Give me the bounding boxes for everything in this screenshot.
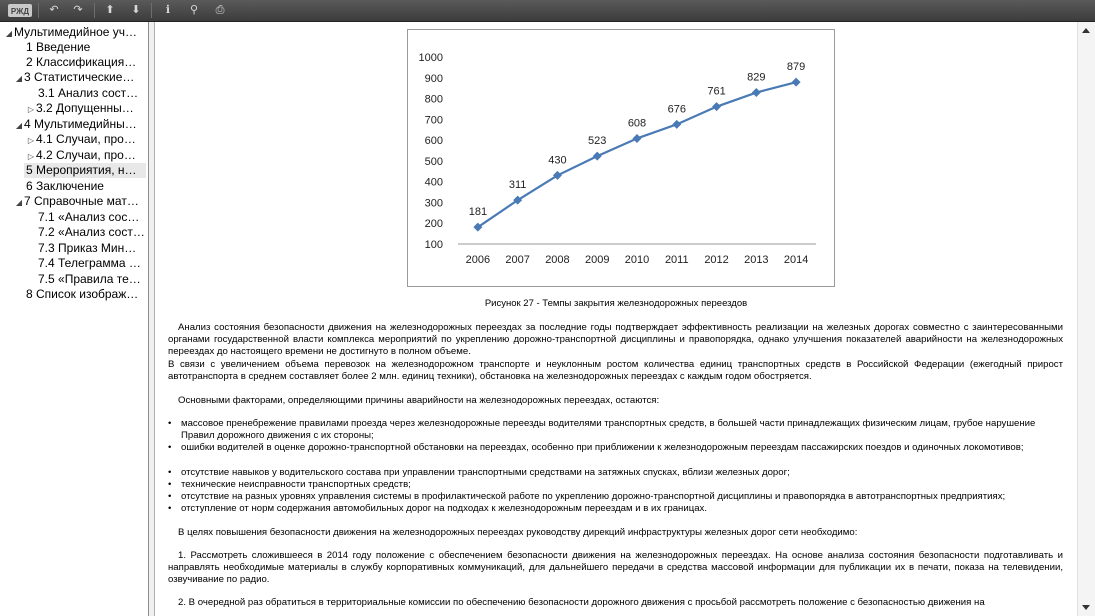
next-button[interactable]: [124, 0, 148, 21]
arrow-up-icon: ⬆: [105, 4, 115, 16]
data-label: 879: [786, 61, 806, 74]
x-tick-label: 2007: [505, 254, 530, 266]
expanded-triangle-icon[interactable]: ◢: [15, 74, 23, 83]
y-tick-label: 300: [424, 197, 443, 210]
data-label: 608: [627, 117, 647, 130]
toc-item-statistics[interactable]: ◢ 3 Статистические…: [15, 70, 135, 84]
x-tick-label: 2006: [465, 254, 491, 266]
data-point: [672, 120, 681, 129]
y-tick-label: 200: [424, 218, 443, 231]
list-item: • технические неисправности транспортных средств;: [168, 479, 411, 490]
data-label: 430: [548, 154, 567, 167]
toc-item-7-5[interactable]: 7.5 «Правила те…: [38, 272, 141, 286]
data-label: 676: [667, 103, 686, 116]
undo-icon: ↶: [49, 4, 59, 16]
toolbar: [0, 0, 1095, 22]
toc-item-3-2[interactable]: ▷ 3.2 Допущенны…: [27, 101, 134, 115]
x-tick-label: 2009: [584, 254, 610, 266]
list-item: • массовое пренебрежение правилами проезда через железнодорожные переезды водителями транспортных средств, в большей части принадлежащих физическим лицам, грубое нарушение Правил дорожного движения с их стороны;: [168, 418, 1036, 441]
y-tick-label: 400: [424, 176, 443, 189]
info-button[interactable]: [156, 0, 180, 21]
toc-item-intro[interactable]: 1 Введение: [26, 40, 91, 54]
y-tick-label: 1000: [418, 52, 443, 64]
toc-item-4-2[interactable]: ▷ 4.2 Случаи, про…: [27, 148, 136, 162]
series-line: [478, 82, 796, 227]
toc-item-7-1[interactable]: 7.1 «Анализ сос…: [38, 210, 140, 224]
scroll-down-arrow-icon[interactable]: [1082, 605, 1090, 610]
numbered-item: 2. В очередной раз обратиться в территориальные комиссии по обеспечению безопасности дорожного движения с просьбой рассмотреть положение с безопасностью движения на: [178, 597, 985, 608]
data-label: 181: [468, 206, 488, 219]
collapsed-triangle-icon[interactable]: ▷: [27, 136, 35, 145]
bullet-icon: •: [168, 491, 172, 502]
y-tick-label: 100: [424, 239, 443, 251]
print-icon: ⎙: [215, 4, 225, 16]
toc-item-measures[interactable]: 5 Мероприятия, н…: [24, 163, 146, 178]
data-label: 761: [707, 85, 726, 98]
data-point: [712, 102, 721, 111]
toc-item-3-1[interactable]: 3.1 Анализ сост…: [38, 86, 139, 100]
arrow-down-icon: ⬇: [131, 4, 141, 16]
y-tick-label: 800: [424, 93, 443, 106]
paragraph: Анализ состояния безопасности движения на железнодорожных переездах за последние годы подтверждает эффективность реализации на железных дорогах совместно с заинтересованными органами государственной власти комплекса мероприятий по укреплению дорожно-транспортной дисциплины и правопорядка, однако улучшения показателей аварийности на железнодорожных переездах до настоящего времени не достигнуто в полном объеме.: [168, 322, 1063, 357]
chart-frame: [407, 29, 835, 287]
x-tick-label: 2014: [783, 254, 809, 266]
toc-item-multimedia[interactable]: ◢ 4 Мультимедийны…: [15, 117, 137, 131]
toc-sidebar: [0, 22, 149, 616]
data-point: [752, 88, 761, 97]
data-point: [633, 134, 642, 143]
paragraph: Основными факторами, определяющими причины аварийности на железнодорожных переездах, остаются:: [178, 395, 660, 406]
toc-item-4-1[interactable]: ▷ 4.1 Случаи, про…: [27, 132, 136, 146]
bullet-icon: •: [168, 442, 172, 453]
x-tick-label: 2012: [704, 254, 729, 266]
search-button[interactable]: [182, 0, 206, 21]
print-button[interactable]: [208, 0, 232, 21]
bullet-icon: •: [168, 418, 172, 429]
bullet-icon: •: [168, 503, 172, 514]
y-tick-label: 700: [424, 114, 443, 127]
x-tick-label: 2010: [624, 254, 650, 266]
vertical-scrollbar[interactable]: [1077, 22, 1095, 616]
bullet-icon: •: [168, 479, 172, 490]
search-icon: ⚲: [189, 4, 199, 16]
x-tick-label: 2013: [744, 254, 769, 266]
collapsed-triangle-icon[interactable]: ▷: [27, 152, 35, 161]
data-label: 311: [508, 179, 527, 192]
toc-item-7-4[interactable]: 7.4 Телеграмма …: [38, 256, 141, 270]
redo-icon: ↷: [73, 4, 83, 16]
prev-button[interactable]: [98, 0, 122, 21]
figure-caption: Рисунок 27 - Темпы закрытия железнодорожных переездов: [484, 298, 748, 309]
x-tick-label: 2011: [664, 254, 689, 266]
expanded-triangle-icon[interactable]: ◢: [15, 198, 23, 207]
collapsed-triangle-icon[interactable]: ▷: [27, 105, 35, 114]
paragraph: В целях повышения безопасности движения на железнодорожных переездах руководству дирекций инфраструктуры железных дорог сети необходимо:: [178, 527, 858, 538]
undo-button[interactable]: [42, 0, 66, 21]
crossing-closure-chart: [408, 30, 834, 286]
document-view: [155, 22, 1077, 616]
paragraph: В связи с увеличением объема перевозок на железнодорожном транспорте и неуклонным ростом количества единиц транспортных средств в Российской Федерации (ежегодный прирост автотранспорта в среднем составляет более 2 млн. единиц техники), обстановка на железнодорожных переездах с каждым годом обостряется.: [168, 359, 1063, 382]
toc-item-root[interactable]: ◢ Мультимедийное уч…: [5, 25, 138, 39]
expanded-triangle-icon[interactable]: ◢: [15, 121, 23, 130]
data-point: [792, 78, 801, 87]
info-icon: ℹ: [165, 4, 171, 16]
y-tick-label: 900: [424, 72, 443, 85]
redo-button[interactable]: [66, 0, 90, 21]
x-tick-label: 2008: [545, 254, 570, 266]
logo-text: РЖД: [10, 7, 30, 16]
toc-item-7-3[interactable]: 7.3 Приказ Мин…: [38, 241, 137, 255]
data-point: [593, 152, 602, 161]
toolbar-separator: [38, 3, 39, 18]
y-tick-label: 500: [424, 155, 443, 168]
numbered-item: 1. Рассмотреть сложившееся в 2014 году положение с обеспечением безопасности движения на железнодорожных переездах. На основе анализа состояния безопасности подготавливать и направлять необходимые материалы в службу корпоративных коммуникаций, для дальнейшего передачи в средства массовой информации для публикации их в печати, показа на телевидении, озвучивание по радио.: [168, 550, 1063, 585]
data-label: 523: [588, 135, 607, 148]
expanded-triangle-icon[interactable]: ◢: [5, 29, 13, 38]
bullet-icon: •: [168, 467, 172, 478]
toolbar-separator: [151, 3, 152, 18]
scroll-up-arrow-icon[interactable]: [1082, 28, 1090, 33]
data-label: 829: [747, 71, 766, 84]
toc-item-classification[interactable]: 2 Классификация…: [26, 55, 137, 69]
rzd-logo-icon: [8, 4, 32, 17]
toc-item-conclusion[interactable]: 6 Заключение: [26, 179, 104, 193]
y-tick-label: 600: [424, 135, 443, 148]
list-item: • отсутствие на разных уровнях управления системы в профилактической работе по укреплению дорожно-транспортной дисциплины и правопорядка в автотранспортных предприятиях;: [168, 491, 1006, 502]
list-item: • отсутствие навыков у водительского состава при управлении транспортными средствами на затяжных спусках, вблизи железных дорог;: [168, 467, 790, 478]
toc-item-7-2[interactable]: 7.2 «Анализ сост…: [38, 225, 145, 239]
toolbar-separator: [94, 3, 95, 18]
toc-item-reference[interactable]: ◢ 7 Справочные мат…: [15, 194, 139, 208]
list-item: • ошибки водителей в оценке дорожно-транспортной обстановки на переездах, особенно при приближении к железнодорожным переездам пассажирских поездов и одиночных локомотивов;: [168, 442, 1024, 453]
toc-item-images[interactable]: 8 Список изображ…: [26, 287, 139, 301]
list-item: • отступление от норм содержания автомобильных дорог на подходах к железнодорожным переездам и в их границах.: [168, 503, 708, 514]
